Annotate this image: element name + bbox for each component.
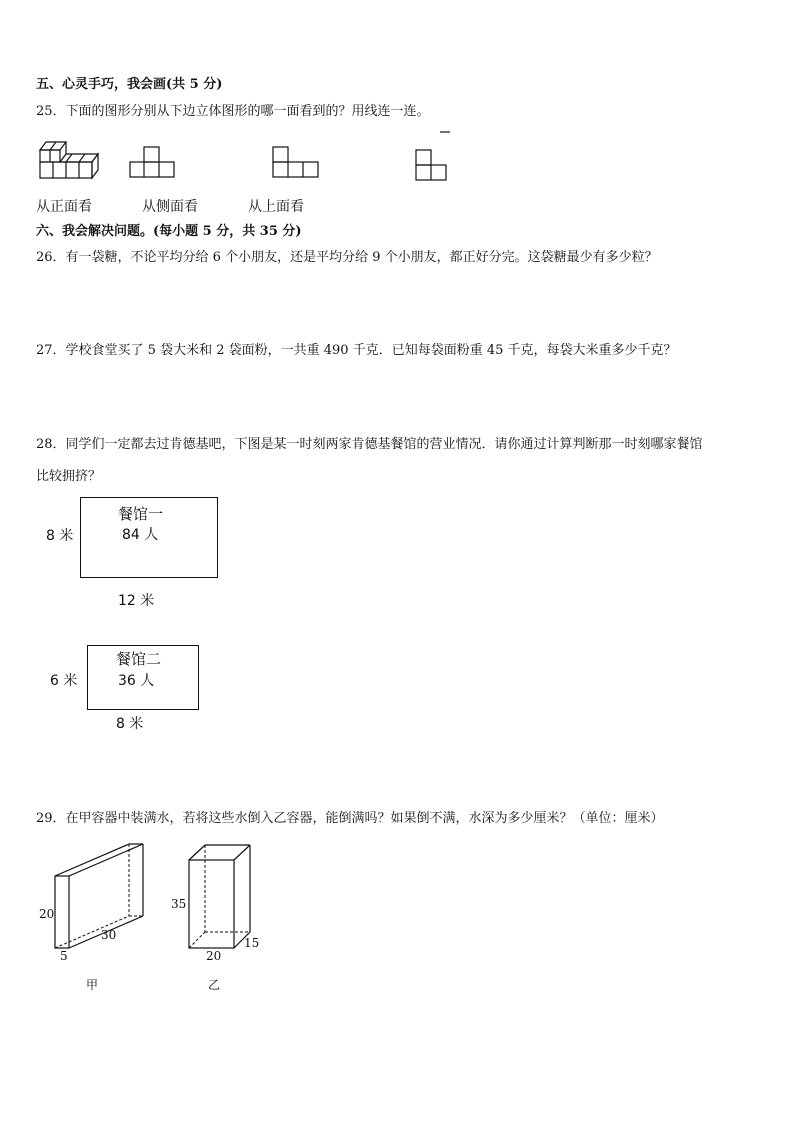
view-figure-b bbox=[271, 145, 321, 181]
view-label-top: 从上面看 bbox=[248, 199, 304, 215]
section6-heading: 六、我会解决问题。(每小题 5 分，共 35 分) bbox=[36, 224, 302, 239]
jia-name: 甲 bbox=[86, 978, 99, 992]
q26-text: 26．有一袋糖，不论平均分给 6 个小朋友，还是平均分给 9 个小朋友，都正好分完。这袋糖最少有多少粒？ bbox=[36, 250, 658, 265]
view-label-side: 从侧面看 bbox=[142, 199, 198, 215]
container-jia-figure bbox=[50, 840, 150, 956]
q28-text-line1: 28．同学们一定都去过肯德基吧，下图是某一时刻两家肯德基餐馆的营业情况．请你通过计算判断那一时刻哪家餐馆 bbox=[36, 437, 703, 452]
view-figure-a bbox=[130, 145, 178, 181]
yi-length-label: 20 bbox=[206, 949, 222, 963]
jia-width-label: 5 bbox=[60, 949, 68, 963]
restaurant2-people: 36 人 bbox=[118, 673, 155, 689]
jia-length-label: 30 bbox=[101, 928, 117, 942]
restaurant2-name: 餐馆二 bbox=[116, 650, 162, 668]
restaurant1-people: 84 人 bbox=[122, 527, 159, 543]
q27-text: 27．学校食堂买了 5 袋大米和 2 袋面粉，一共重 490 千克．已知每袋面粉重 45 千克，每袋大米重多少千克？ bbox=[36, 343, 677, 358]
view-label-front: 从正面看 bbox=[36, 199, 92, 215]
section5-heading: 五、心灵手巧，我会画(共 5 分) bbox=[36, 77, 223, 92]
q28-text-line2: 比较拥挤？ bbox=[36, 469, 102, 484]
yi-height-label: 35 bbox=[171, 897, 187, 911]
yi-name: 乙 bbox=[208, 978, 221, 992]
restaurant2-height: 6 米 bbox=[50, 673, 78, 689]
restaurant1-height: 8 米 bbox=[46, 528, 74, 544]
yi-width-label: 15 bbox=[244, 936, 260, 950]
q25-text: 25．下面的图形分别从下边立体图形的哪一面看到的？用线连一连。 bbox=[36, 104, 430, 119]
q29-text: 29．在甲容器中装满水，若将这些水倒入乙容器，能倒满吗？如果倒不满，水深为多少厘米？（单位：厘米） bbox=[36, 811, 664, 826]
jia-height-label: 20 bbox=[39, 907, 55, 921]
block-solid-figure bbox=[38, 138, 102, 184]
view-figure-c bbox=[412, 130, 452, 184]
restaurant2-width: 8 米 bbox=[116, 716, 144, 732]
restaurant1-name: 餐馆一 bbox=[118, 505, 164, 523]
restaurant1-width: 12 米 bbox=[118, 593, 155, 609]
